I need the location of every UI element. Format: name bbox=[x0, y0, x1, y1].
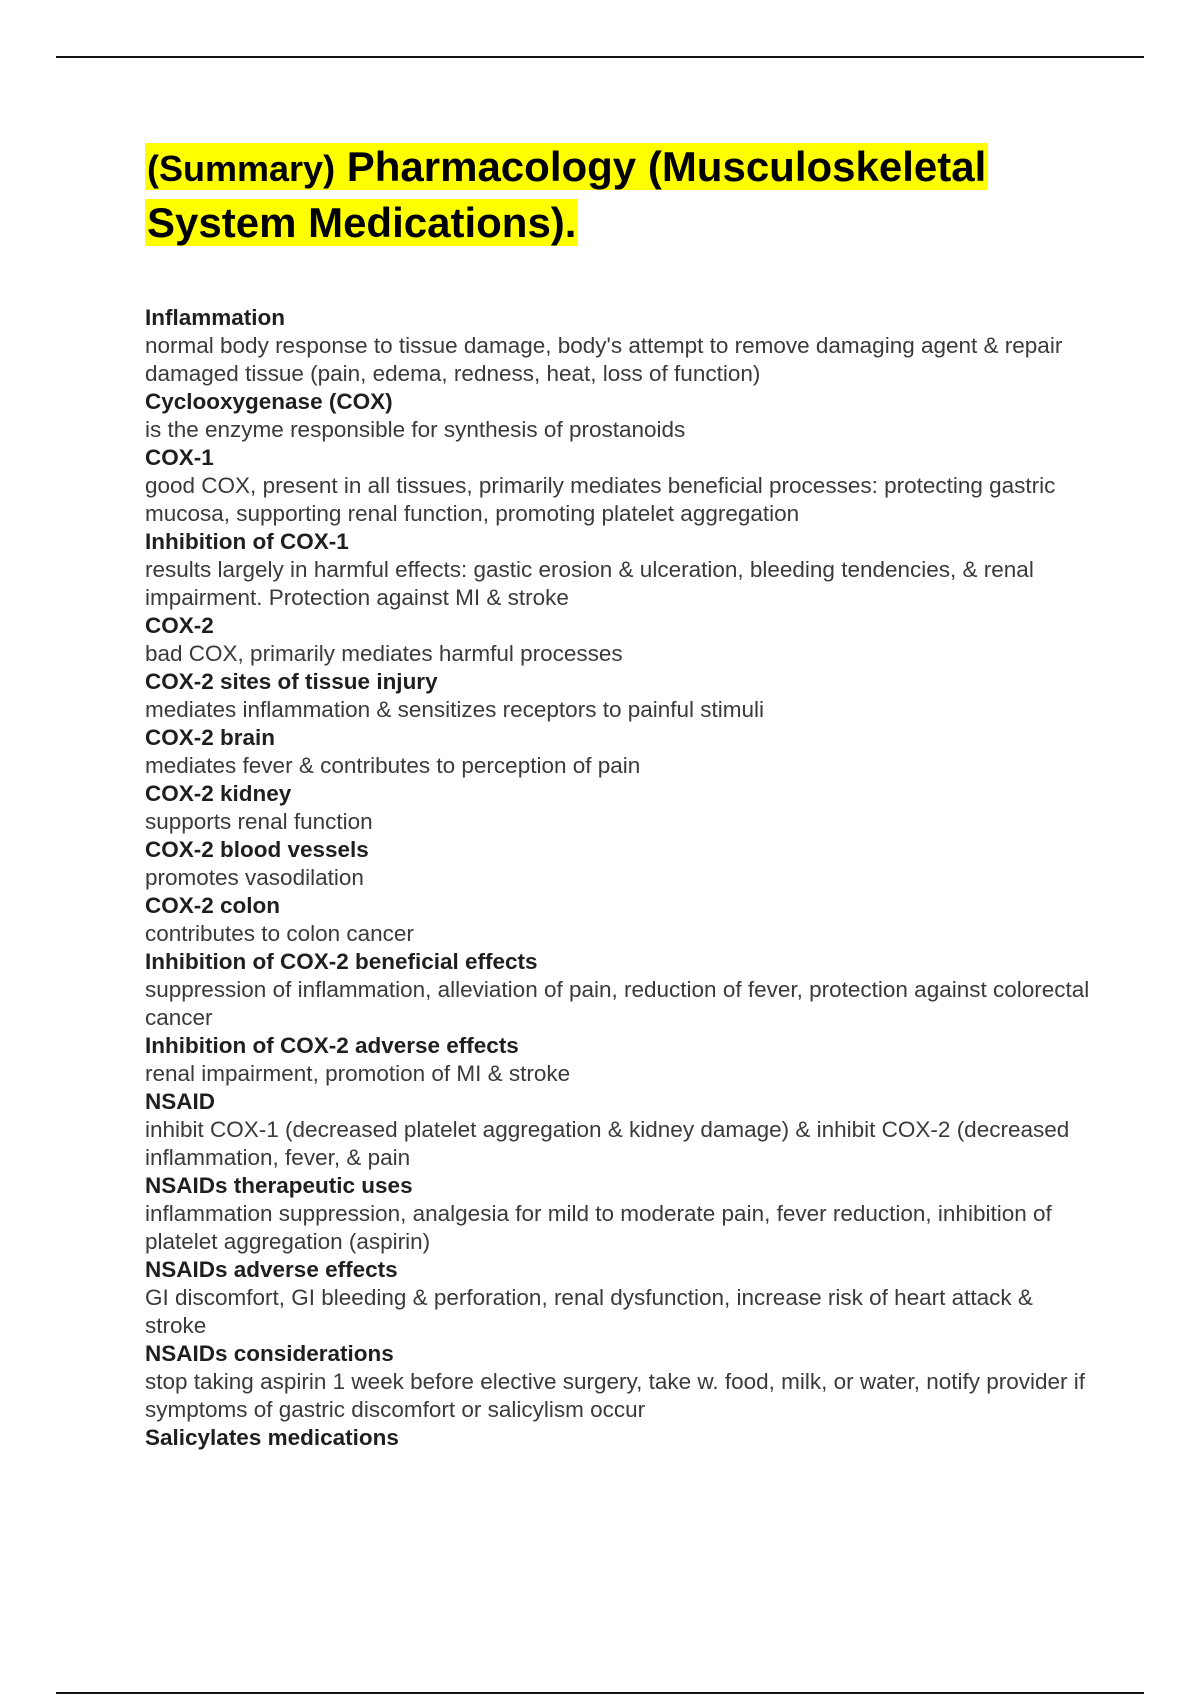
title-prefix: (Summary) bbox=[147, 148, 336, 189]
entry-term: Inhibition of COX-2 adverse effects bbox=[145, 1033, 519, 1058]
entry-term: COX-2 sites of tissue injury bbox=[145, 669, 438, 694]
entry-term: COX-2 bbox=[145, 613, 214, 638]
glossary-entry bbox=[145, 1088, 1090, 1172]
entry-definition: mediates inflammation & sensitizes receptors to painful stimuli bbox=[145, 697, 765, 722]
entry-definition: promotes vasodilation bbox=[145, 865, 364, 890]
glossary-entry bbox=[145, 948, 1090, 1032]
entry-term: COX-2 brain bbox=[145, 725, 276, 750]
glossary-entry bbox=[145, 304, 1090, 388]
entry-definition: inhibit COX-1 (decreased platelet aggregation & kidney damage) & inhibit COX-2 (decreased inflammation, fever, & pain bbox=[145, 1117, 1070, 1170]
entry-definition: GI discomfort, GI bleeding & perforation, renal dysfunction, increase risk of heart attack & stroke bbox=[145, 1285, 1033, 1338]
glossary-entry bbox=[145, 892, 1090, 948]
entry-definition: normal body response to tissue damage, body's attempt to remove damaging agent & repair damaged tissue (pain, edema, redness, heat, loss of function) bbox=[145, 333, 1063, 386]
top-rule bbox=[56, 56, 1144, 58]
glossary-entry bbox=[145, 388, 1090, 444]
entry-definition: good COX, present in all tissues, primarily mediates beneficial processes: protecting gastric mucosa, supporting renal function, promoting platelet aggregation bbox=[145, 473, 1056, 526]
glossary-entry bbox=[145, 1172, 1090, 1256]
entry-definition: suppression of inflammation, alleviation of pain, reduction of fever, protection against colorectal cancer bbox=[145, 977, 1090, 1030]
entry-term: NSAIDs considerations bbox=[145, 1341, 394, 1366]
title-main: Pharmacology (Musculoskeletal System Medications). bbox=[147, 143, 987, 246]
glossary-entry bbox=[145, 1424, 1090, 1452]
entry-term: COX-2 blood vessels bbox=[145, 837, 369, 862]
entry-term: NSAIDs therapeutic uses bbox=[145, 1173, 413, 1198]
entry-term: Salicylates medications bbox=[145, 1425, 399, 1450]
glossary-entry bbox=[145, 1032, 1090, 1088]
entry-term: NSAIDs adverse effects bbox=[145, 1257, 398, 1282]
entry-definition: results largely in harmful effects: gastic erosion & ulceration, bleeding tendencies, & renal impairment. Protection against MI & stroke bbox=[145, 557, 1034, 610]
entry-definition: mediates fever & contributes to perception of pain bbox=[145, 753, 641, 778]
glossary-entry bbox=[145, 612, 1090, 668]
entry-term: COX-2 kidney bbox=[145, 781, 292, 806]
glossary-entry bbox=[145, 668, 1090, 724]
glossary-entry bbox=[145, 444, 1090, 528]
entry-term: COX-1 bbox=[145, 445, 214, 470]
glossary-list bbox=[145, 304, 1090, 1452]
glossary-entry bbox=[145, 780, 1090, 836]
glossary-entry bbox=[145, 528, 1090, 612]
entry-definition: bad COX, primarily mediates harmful processes bbox=[145, 641, 623, 666]
entry-term: COX-2 colon bbox=[145, 893, 281, 918]
page-title bbox=[145, 140, 1085, 250]
entry-definition: stop taking aspirin 1 week before elective surgery, take w. food, milk, or water, notify provider if symptoms of gastric discomfort or salicylism occur bbox=[145, 1369, 1086, 1422]
glossary-entry bbox=[145, 1340, 1090, 1424]
entry-term: Inflammation bbox=[145, 305, 286, 330]
entry-term: Inhibition of COX-1 bbox=[145, 529, 349, 554]
glossary-entry bbox=[145, 836, 1090, 892]
entry-definition: contributes to colon cancer bbox=[145, 921, 414, 946]
entry-term: Inhibition of COX-2 beneficial effects bbox=[145, 949, 538, 974]
bottom-rule bbox=[56, 1692, 1144, 1694]
entry-definition: inflammation suppression, analgesia for mild to moderate pain, fever reduction, inhibition of platelet aggregation (aspirin) bbox=[145, 1201, 1052, 1254]
entry-definition: supports renal function bbox=[145, 809, 373, 834]
glossary-entry bbox=[145, 1256, 1090, 1340]
entry-term: NSAID bbox=[145, 1089, 216, 1114]
entry-definition: renal impairment, promotion of MI & stroke bbox=[145, 1061, 571, 1086]
glossary-entry bbox=[145, 724, 1090, 780]
entry-term: Cyclooxygenase (COX) bbox=[145, 389, 393, 414]
entry-definition: is the enzyme responsible for synthesis of prostanoids bbox=[145, 417, 686, 442]
